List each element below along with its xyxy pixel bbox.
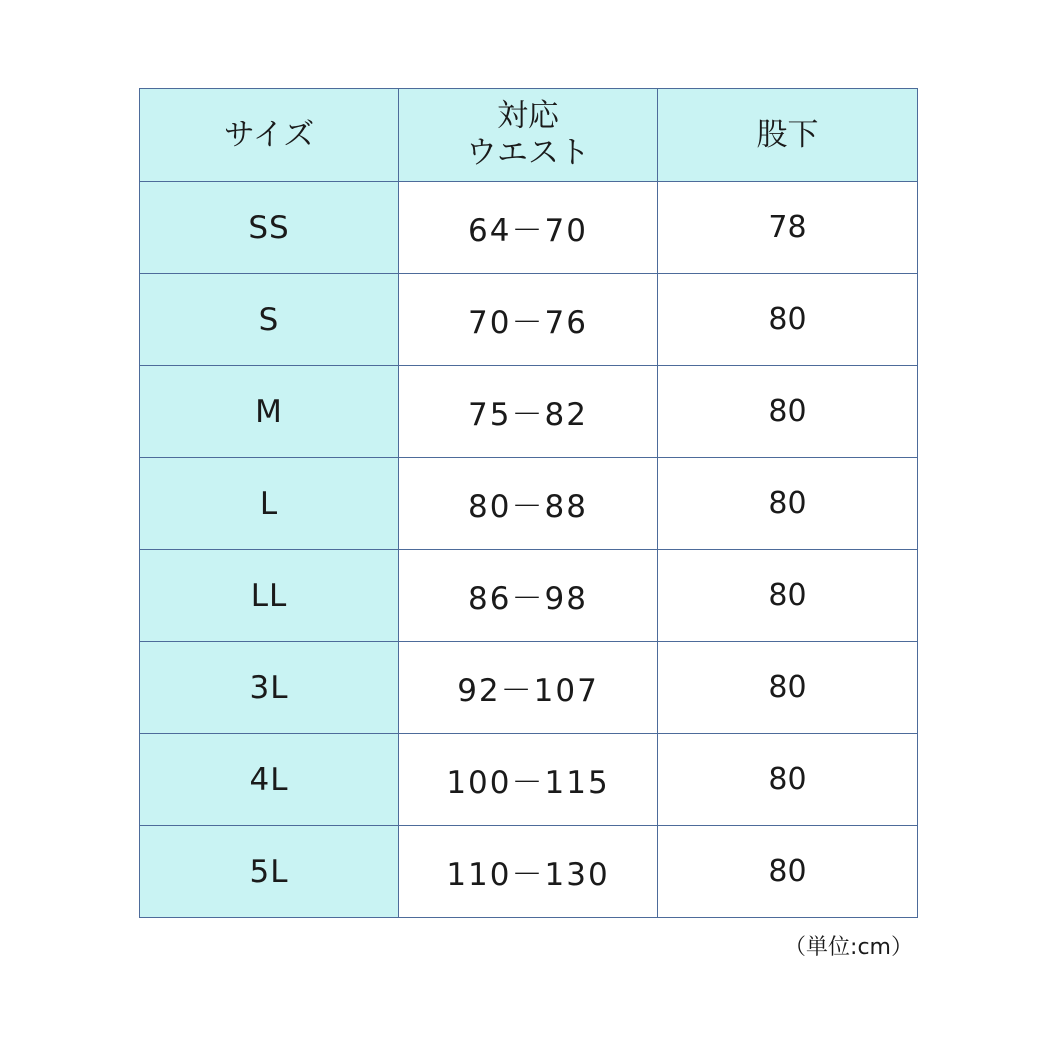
header-waist-line1: 対応 [497, 98, 559, 134]
unit-note: （単位:cm） [784, 935, 913, 960]
size-cell: 3L [140, 642, 399, 734]
table-header-row [140, 89, 918, 182]
table-row [140, 734, 918, 826]
table-row [140, 826, 918, 918]
waist-cell: 92－107 [399, 642, 658, 734]
inseam-cell: 80 [658, 734, 918, 826]
size-cell: LL [140, 550, 399, 642]
size-cell: 4L [140, 734, 399, 826]
table-row [140, 642, 918, 734]
header-size: サイズ [140, 89, 399, 182]
inseam-cell: 80 [658, 274, 918, 366]
inseam-cell: 80 [658, 366, 918, 458]
inseam-cell: 80 [658, 826, 918, 918]
size-cell: L [140, 458, 399, 550]
inseam-cell: 78 [658, 182, 918, 274]
inseam-cell: 80 [658, 642, 918, 734]
inseam-cell: 80 [658, 550, 918, 642]
table-row [140, 550, 918, 642]
size-chart-table [139, 88, 918, 918]
waist-cell: 64－70 [399, 182, 658, 274]
header-waist-line2: ウエスト [466, 135, 590, 171]
table-row [140, 182, 918, 274]
waist-cell: 80－88 [399, 458, 658, 550]
waist-cell: 75－82 [399, 366, 658, 458]
table-row [140, 458, 918, 550]
waist-cell: 70－76 [399, 274, 658, 366]
size-cell: 5L [140, 826, 399, 918]
waist-cell: 110－130 [399, 826, 658, 918]
waist-cell: 100－115 [399, 734, 658, 826]
waist-cell: 86－98 [399, 550, 658, 642]
inseam-cell: 80 [658, 458, 918, 550]
size-cell: SS [140, 182, 399, 274]
header-waist [399, 89, 658, 182]
table-row [140, 366, 918, 458]
header-inseam: 股下 [658, 89, 918, 182]
size-cell: S [140, 274, 399, 366]
table-row [140, 274, 918, 366]
size-cell: M [140, 366, 399, 458]
